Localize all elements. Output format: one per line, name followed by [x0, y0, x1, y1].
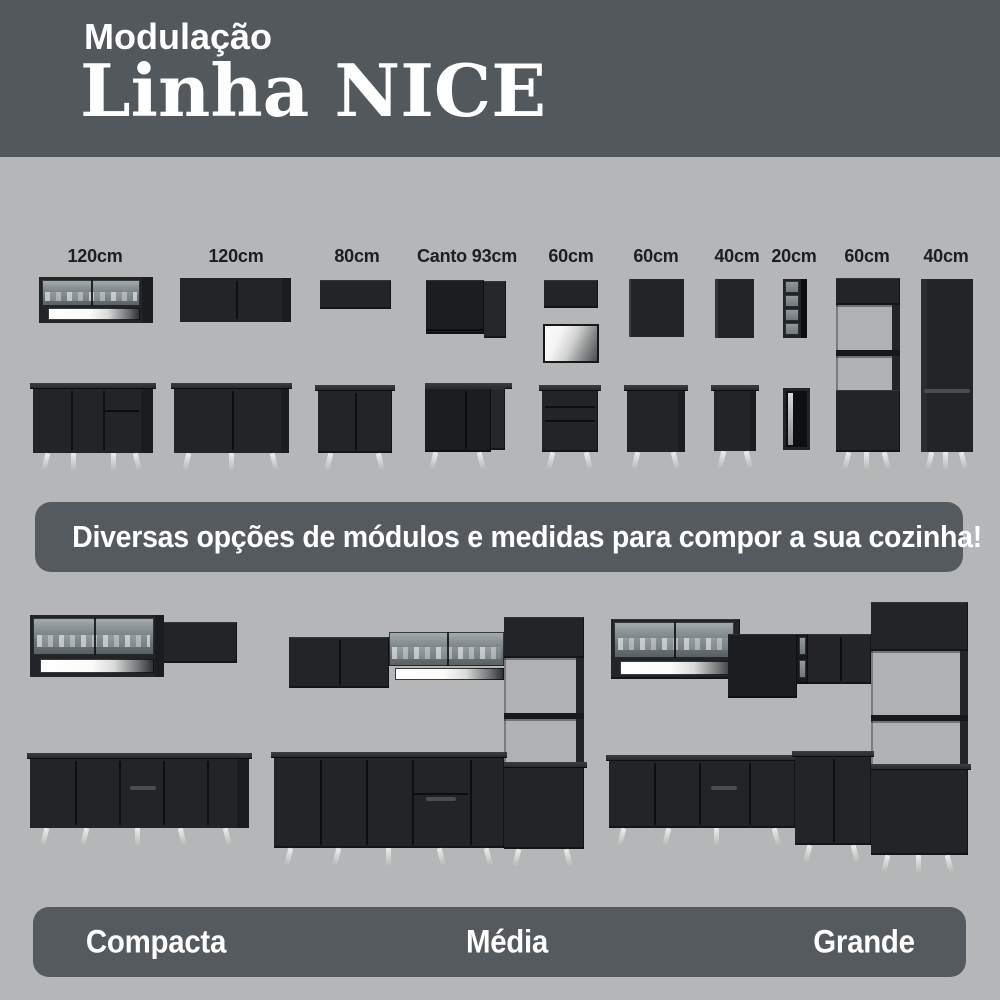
size-legend-bar	[33, 907, 966, 977]
door-seam	[840, 637, 842, 681]
base-counter-right	[795, 756, 871, 845]
cabinet-leg	[803, 845, 812, 865]
wall-cabinet-glass	[611, 619, 740, 679]
module-size-label: 20cm	[771, 246, 817, 266]
module-size-label: 120cm	[67, 246, 123, 266]
module-size-label: 40cm	[714, 246, 760, 266]
door-seam	[749, 763, 751, 825]
module-size-label: 60cm	[633, 246, 679, 266]
module-size-label: 120cm	[208, 246, 264, 266]
cabinet-leg	[662, 828, 671, 848]
module-size-label: 60cm	[548, 246, 594, 266]
door-seam	[654, 763, 656, 825]
cabinet-leg	[881, 855, 890, 875]
cabinet-leg	[851, 845, 860, 865]
tower-top-door	[871, 602, 968, 651]
tower-lower-door	[871, 769, 968, 855]
legend-media: Média	[465, 923, 549, 960]
door-seam	[833, 759, 835, 842]
legend-compacta: Compacta	[85, 923, 227, 960]
page-title: Linha NICE	[80, 48, 547, 133]
door-seam	[674, 622, 676, 658]
cabinet-leg	[945, 855, 954, 875]
tagline-text: Diversas opções de módulos e medidas para compor a sua cozinha!	[72, 519, 982, 554]
shelf-niche	[799, 637, 806, 655]
countertop	[868, 764, 971, 769]
base-counter-left	[609, 760, 795, 828]
module-size-label: 40cm	[923, 246, 969, 266]
countertop	[792, 751, 874, 756]
module-size-label: Canto 93cm	[416, 246, 518, 266]
tower-cabinet	[871, 602, 968, 876]
drawer-handle	[711, 786, 737, 790]
corner-wall-cabinet	[728, 634, 797, 698]
tower-niche	[871, 651, 968, 715]
cabinet-leg	[772, 828, 781, 848]
header-kicker: Modulação	[84, 16, 273, 57]
module-size-label: 80cm	[334, 246, 380, 266]
module-size-label: 60cm	[844, 246, 890, 266]
cabinet-leg	[714, 828, 719, 847]
cabinet-leg	[617, 828, 626, 848]
wall-cabinet-pair	[808, 634, 871, 684]
legend-grande: Grande	[813, 923, 915, 960]
open-shelf-lit	[620, 661, 734, 675]
glass-doors	[614, 622, 734, 658]
tower-niche	[871, 721, 968, 769]
countertop	[606, 755, 798, 760]
door-seam	[699, 763, 701, 825]
cabinet-leg	[916, 855, 921, 874]
shelf-niche	[799, 660, 806, 678]
open-shelf-column	[797, 634, 808, 684]
